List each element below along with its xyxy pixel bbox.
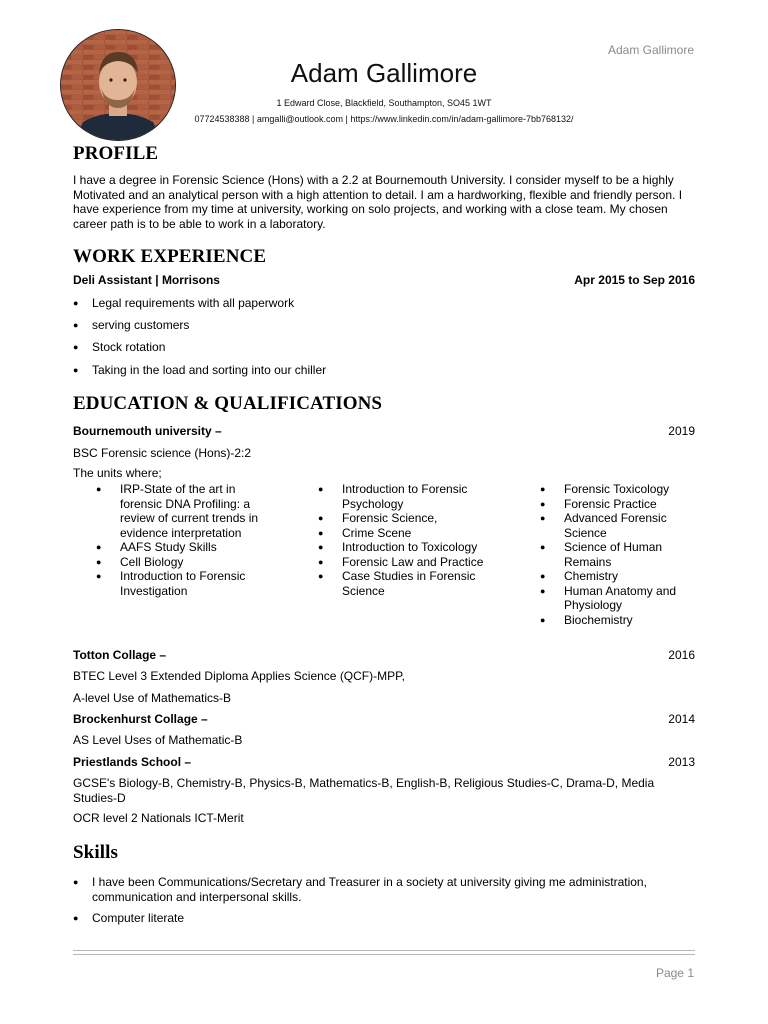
work-role-row xyxy=(73,273,695,287)
units-column-2 xyxy=(318,482,493,598)
work-heading: WORK EXPERIENCE xyxy=(73,246,267,267)
bullet-icon: ● xyxy=(318,527,324,538)
unit-text: Forensic Toxicology xyxy=(564,482,670,496)
school-name: Bournemouth university – xyxy=(73,424,222,438)
list-item xyxy=(318,569,493,598)
contact-line: 07724538388 | amgalli@outlook.com | https://www.linkedin.com/in/adam-gallimore-7bb768132/ xyxy=(194,114,574,124)
list-item xyxy=(540,482,695,497)
bullet-icon: ● xyxy=(96,571,102,581)
school-year: 2016 xyxy=(668,648,695,662)
school-year: 2013 xyxy=(668,755,695,769)
units-intro: The units where; xyxy=(73,466,162,480)
page-number: Page 1 xyxy=(655,966,694,980)
skill-text: I have been Communications/Secretary and Treasurer in a society at university giving me administration, communication and interpersonal skills. xyxy=(92,875,647,904)
unit-text: Case Studies in Forensic Science xyxy=(342,569,476,598)
list-item xyxy=(73,340,165,354)
unit-text: Human Anatomy and Physiology xyxy=(564,583,677,612)
profile-heading: PROFILE xyxy=(73,143,159,164)
list-item xyxy=(540,613,695,628)
bullet-icon: ● xyxy=(73,320,79,330)
bullet-icon: ● xyxy=(318,484,324,494)
list-item xyxy=(540,511,695,540)
bullet-icon: ● xyxy=(318,556,324,567)
unit-text: Biochemistry xyxy=(564,612,633,627)
unit-text: Science of Human Remains xyxy=(564,540,663,569)
school-year: 2014 xyxy=(668,712,695,726)
school-row xyxy=(73,648,695,662)
bullet-icon: ● xyxy=(540,484,546,494)
bullet-icon: ● xyxy=(73,913,79,923)
bullet-icon: ● xyxy=(73,365,79,375)
work-bullet-text: Stock rotation xyxy=(92,340,166,354)
degree-text: BSC Forensic science (Hons)-2:2 xyxy=(73,446,252,460)
unit-text: AAFS Study Skills xyxy=(120,540,217,554)
list-item xyxy=(540,540,695,569)
list-item xyxy=(73,911,184,925)
list-item xyxy=(96,555,266,570)
work-dates: Apr 2015 to Sep 2016 xyxy=(574,273,695,287)
list-item xyxy=(318,511,493,526)
unit-text: Advanced Forensic Science xyxy=(564,511,667,540)
school-name: Priestlands School – xyxy=(73,755,192,769)
qualification-text: BTEC Level 3 Extended Diploma Applies Science (QCF)-MPP, xyxy=(73,669,405,683)
qualification-text: A-level Use of Mathematics-B xyxy=(73,691,232,705)
list-item xyxy=(318,555,493,570)
bullet-icon: ● xyxy=(73,342,79,352)
bullet-icon: ● xyxy=(318,513,324,523)
bullet-icon: ● xyxy=(540,614,546,625)
applicant-name: Adam Gallimore xyxy=(290,58,478,88)
running-header-name: Adam Gallimore xyxy=(607,43,694,57)
school-name: Brockenhurst Collage – xyxy=(73,712,208,726)
list-item xyxy=(540,497,695,512)
bullet-icon: ● xyxy=(96,542,102,552)
skills-heading: Skills xyxy=(73,842,118,863)
bullet-icon: ● xyxy=(540,571,546,581)
unit-text: Crime Scene xyxy=(342,525,412,540)
units-column-1 xyxy=(96,482,266,598)
list-item xyxy=(73,296,294,310)
list-item xyxy=(318,540,493,555)
bullet-icon: ● xyxy=(73,877,79,887)
unit-text: Forensic Law and Practice xyxy=(342,554,484,569)
units-column-3 xyxy=(540,482,695,627)
unit-text: Cell Biology xyxy=(120,554,184,569)
education-heading: EDUCATION & QUALIFICATIONS xyxy=(73,393,383,414)
unit-text: Forensic Science, xyxy=(342,511,438,525)
bullet-icon: ● xyxy=(540,585,546,596)
bullet-icon: ● xyxy=(318,542,324,552)
school-row xyxy=(73,424,695,438)
unit-text: Introduction to Forensic Investigation xyxy=(120,569,246,598)
school-row xyxy=(73,712,695,726)
unit-text: Forensic Practice xyxy=(564,496,657,511)
qualification-text: AS Level Uses of Mathematic-B xyxy=(73,733,243,747)
list-item xyxy=(540,584,695,613)
work-bullet-text: Taking in the load and sorting into our chiller xyxy=(92,363,327,377)
list-item xyxy=(96,482,266,540)
footer-divider xyxy=(73,950,695,955)
skill-text: Computer literate xyxy=(92,911,185,925)
bullet-icon: ● xyxy=(318,571,324,581)
school-row xyxy=(73,755,695,769)
list-item xyxy=(318,526,493,541)
unit-text: Introduction to Toxicology xyxy=(342,540,478,554)
school-year: 2019 xyxy=(668,424,695,438)
qualification-text: OCR level 2 Nationals ICT-Merit xyxy=(73,811,244,825)
work-role: Deli Assistant | Morrisons xyxy=(73,273,220,287)
list-item xyxy=(73,875,695,904)
list-item xyxy=(96,540,266,555)
list-item xyxy=(73,318,189,332)
unit-text: Introduction to Forensic Psychology xyxy=(342,482,468,511)
work-bullet-text: serving customers xyxy=(92,318,190,332)
bullet-icon: ● xyxy=(540,498,546,509)
bullet-icon: ● xyxy=(96,556,102,567)
bullet-icon: ● xyxy=(540,542,546,552)
profile-text: I have a degree in Forensic Science (Hons) with a 2.2 at Bournemouth University. I consider myself to be a highly Motivated and an analytical person with a high attention to detail. I am a hardworking, flexible and friendly person. I have experience from my time at university, working on solo projects, and working with a close team. My chosen career path is to be able to work in a laboratory. xyxy=(73,173,683,231)
bullet-icon: ● xyxy=(96,484,102,494)
bullet-icon: ● xyxy=(540,513,546,523)
list-item xyxy=(318,482,493,511)
list-item xyxy=(540,569,695,584)
address-line: 1 Edward Close, Blackfield, Southampton, SO45 1WT xyxy=(276,98,492,108)
school-name: Totton Collage – xyxy=(73,648,167,662)
unit-text: IRP-State of the art in forensic DNA Profiling: a review of current trends in evidence interpretation xyxy=(120,482,259,540)
bullet-icon: ● xyxy=(73,298,79,308)
list-item xyxy=(73,363,326,377)
list-item xyxy=(96,569,266,598)
qualification-text: GCSE's Biology-B, Chemistry-B, Physics-B, Mathematics-B, English-B, Religious Studies-C, Drama-D, Media Studies-D xyxy=(73,776,655,805)
work-bullet-text: Legal requirements with all paperwork xyxy=(92,296,295,310)
unit-text: Chemistry xyxy=(564,569,619,583)
